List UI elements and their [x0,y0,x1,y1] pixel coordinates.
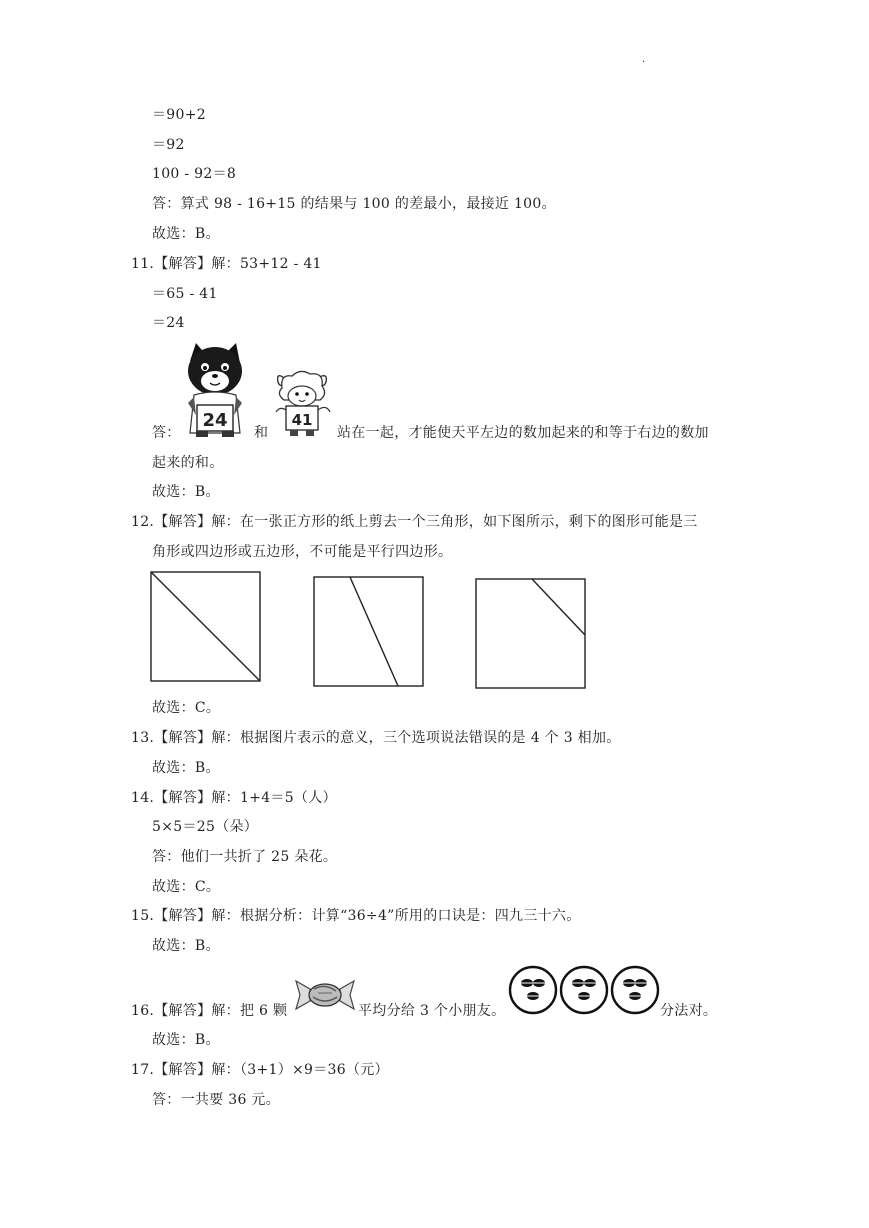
sheep-card-number: 41 [291,411,313,429]
q15-line-1: 15.【解答】解：根据分析：计算“36÷4”所用的口诀是：四九三十六。 [131,908,581,924]
q14-answer: 答：他们一共折了 25 朵花。 [152,849,338,865]
q15-choice: 故选：B。 [152,938,220,954]
q10-line-3: 100 - 92＝8 [152,166,237,182]
q17-line-1: 17.【解答】解：（3+1）×9＝36（元） [131,1062,389,1078]
q11-line-3: ＝24 [152,315,185,331]
q14-choice: 故选：C。 [152,879,221,895]
three-plates-image [508,964,660,1016]
q11-answer-and: 和 [254,425,269,441]
q16-part-3: 分法对。 [660,1003,718,1019]
q11-line-2: ＝65 - 41 [152,286,218,302]
q10-line-2: ＝92 [152,137,185,153]
q11-answer-prefix: 答： [152,425,181,441]
q12-choice: 故选：C。 [152,700,221,716]
q10-choice: 故选：B。 [152,226,220,242]
q16-part-2: 平均分给 3 个小朋友。 [358,1003,506,1019]
q12-line-1: 12.【解答】解：在一张正方形的纸上剪去一个三角形，如下图所示，剩下的图形可能是三 [131,514,698,530]
q11-choice: 故选：B。 [152,484,220,500]
square-cut-corner [475,578,587,690]
candy-image [294,975,356,1015]
cat-card-number: 24 [202,410,228,431]
cat-card-image [180,343,250,439]
q11-answer-cont: 起来的和。 [152,455,224,471]
q11-answer-suffix: 站在一起，才能使天平左边的数加起来的和等于右边的数加 [337,425,709,441]
q14-line-1: 14.【解答】解：1+4＝5（人） [131,790,337,806]
q16-part-1: 16.【解答】解：把 6 颗 [131,1003,288,1019]
q14-line-2: 5×5＝25（朵） [152,819,259,835]
q13-choice: 故选：B。 [152,760,220,776]
q10-line-1: ＝90+2 [152,107,206,123]
q16-choice: 故选：B。 [152,1032,220,1048]
square-cut-diagonal [150,571,262,683]
q11-line-1: 11.【解答】解：53+12 - 41 [131,256,322,272]
header-mark: . [642,54,646,65]
q10-answer: 答：算式 98 - 16+15 的结果与 100 的差最小，最接近 100。 [152,196,556,212]
q17-answer: 答：一共要 36 元。 [152,1092,281,1108]
sheep-card-image [270,368,336,440]
square-cut-side [313,576,425,688]
q13-line-1: 13.【解答】解：根据图片表示的意义，三个选项说法错误的是 4 个 3 相加。 [131,730,621,746]
q12-line-2: 角形或四边形或五边形，不可能是平行四边形。 [152,544,453,560]
